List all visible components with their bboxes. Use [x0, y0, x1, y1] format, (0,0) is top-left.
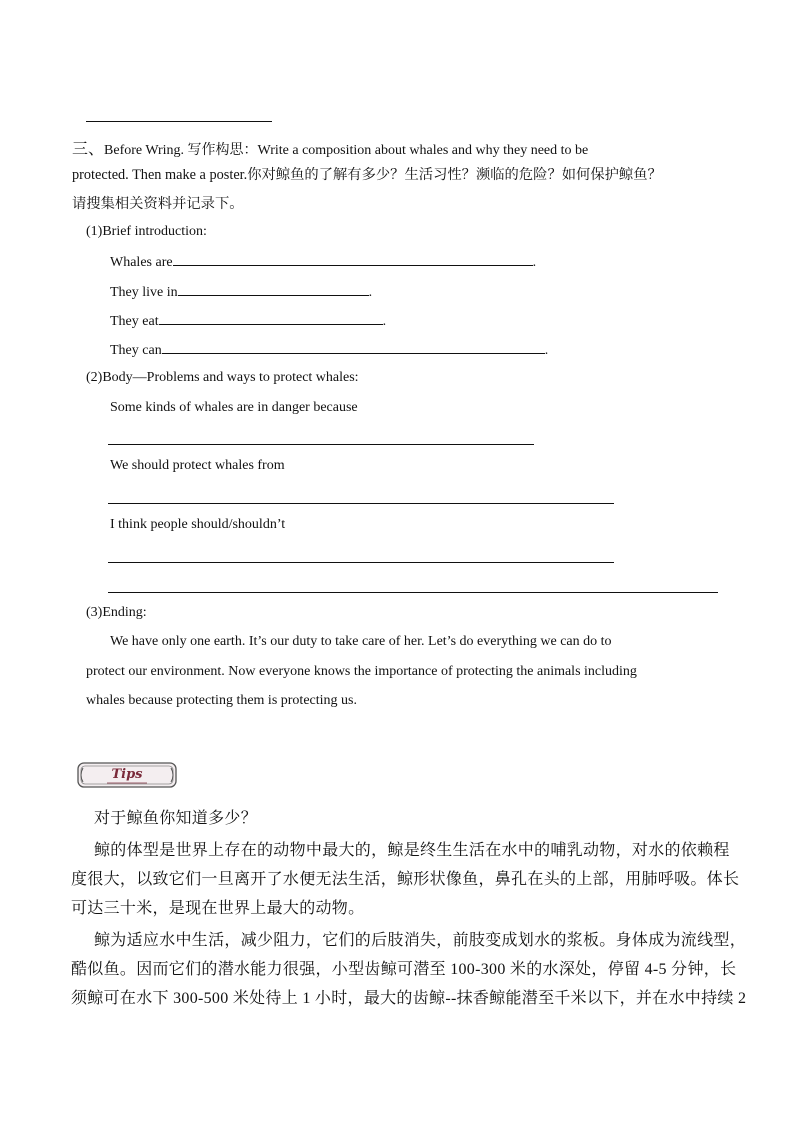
section3-heading-line3: 请搜集相关资料并记录下。: [72, 196, 244, 212]
whales-are-label: Whales are: [110, 255, 173, 270]
they-can-label: They can: [110, 343, 162, 358]
they-eat-row: [110, 312, 386, 330]
protect-from-prompt: We should protect whales from: [110, 458, 285, 473]
danger-answer-line[interactable]: [108, 444, 534, 445]
period: .: [544, 343, 549, 358]
tips-p1-line1: 鲸的体型是世界上存在的动物中最大的，鲸是终生生活在水中的哺乳动物，对水的依赖程: [94, 842, 730, 859]
section3-number: 三、: [72, 141, 105, 158]
brief-intro-title: (1)Brief introduction:: [86, 224, 207, 239]
whales-are-blank[interactable]: [173, 253, 533, 266]
ending-title: (3)Ending:: [86, 605, 147, 620]
i-think-prompt: I think people should/shouldn’t: [110, 517, 286, 532]
i-think-answer-line-2[interactable]: [108, 592, 718, 593]
section3-heading-text: Before Wring. 写作构思：Write a composition about whales and why they need to be: [104, 143, 589, 158]
period: .: [532, 255, 537, 270]
section3-heading-line1: [72, 136, 588, 159]
they-eat-blank[interactable]: [159, 312, 383, 325]
period: .: [382, 314, 387, 329]
they-can-blank[interactable]: [162, 341, 545, 354]
i-think-answer-line-1[interactable]: [108, 562, 614, 563]
tips-p2-line3: 须鲸可在水下 300-500 米处待上 1 小时，最大的齿鲸--抹香鲸能潜至千米以下，并在水中持续 2: [71, 990, 747, 1007]
ending-line-3: whales because protecting them is protecting us.: [86, 693, 357, 708]
tips-p2-line2: 酷似鱼。因而它们的潜水能力很强，小型齿鲸可潜至 100-300 米的水深处，停留 4-5 分钟，长: [71, 961, 737, 978]
tips-p2-line1: 鲸为适应水中生活，减少阻力，它们的后肢消失，前肢变成划水的浆板。身体成为流线型，: [94, 932, 747, 949]
whales-are-row: [110, 253, 536, 271]
tips-p1-line3: 可达三十米，是现在世界上最大的动物。: [71, 900, 365, 917]
danger-prompt: Some kinds of whales are in danger because: [110, 400, 358, 415]
protect-from-answer-line[interactable]: [108, 503, 614, 504]
answer-line-top: [86, 121, 272, 122]
ending-line-2: protect our environment. Now everyone knows the importance of protecting the animals including: [86, 664, 637, 679]
period: .: [368, 285, 373, 300]
tips-label: Tips: [111, 767, 143, 782]
they-live-in-row: [110, 283, 372, 301]
they-live-in-blank[interactable]: [178, 283, 369, 296]
they-can-row: [110, 341, 548, 359]
ending-line-1: We have only one earth. It’s our duty to take care of her. Let’s do everything we can do to: [110, 634, 612, 649]
tips-question: 对于鲸鱼你知道多少？: [94, 810, 258, 827]
body-title: (2)Body—Problems and ways to protect whales:: [86, 370, 359, 385]
section3-heading-line2: protected. Then make a poster.你对鲸鱼的了解有多少？生活习性？濒临的危险？如何保护鲸鱼？: [72, 167, 662, 183]
tips-p1-line2: 度很大，以致它们一旦离开了水便无法生活，鲸形状像鱼，鼻孔在头的上部，用肺呼吸。体长: [71, 871, 740, 888]
they-live-in-label: They live in: [110, 285, 178, 300]
they-eat-label: They eat: [110, 314, 159, 329]
tips-badge: [77, 762, 177, 788]
